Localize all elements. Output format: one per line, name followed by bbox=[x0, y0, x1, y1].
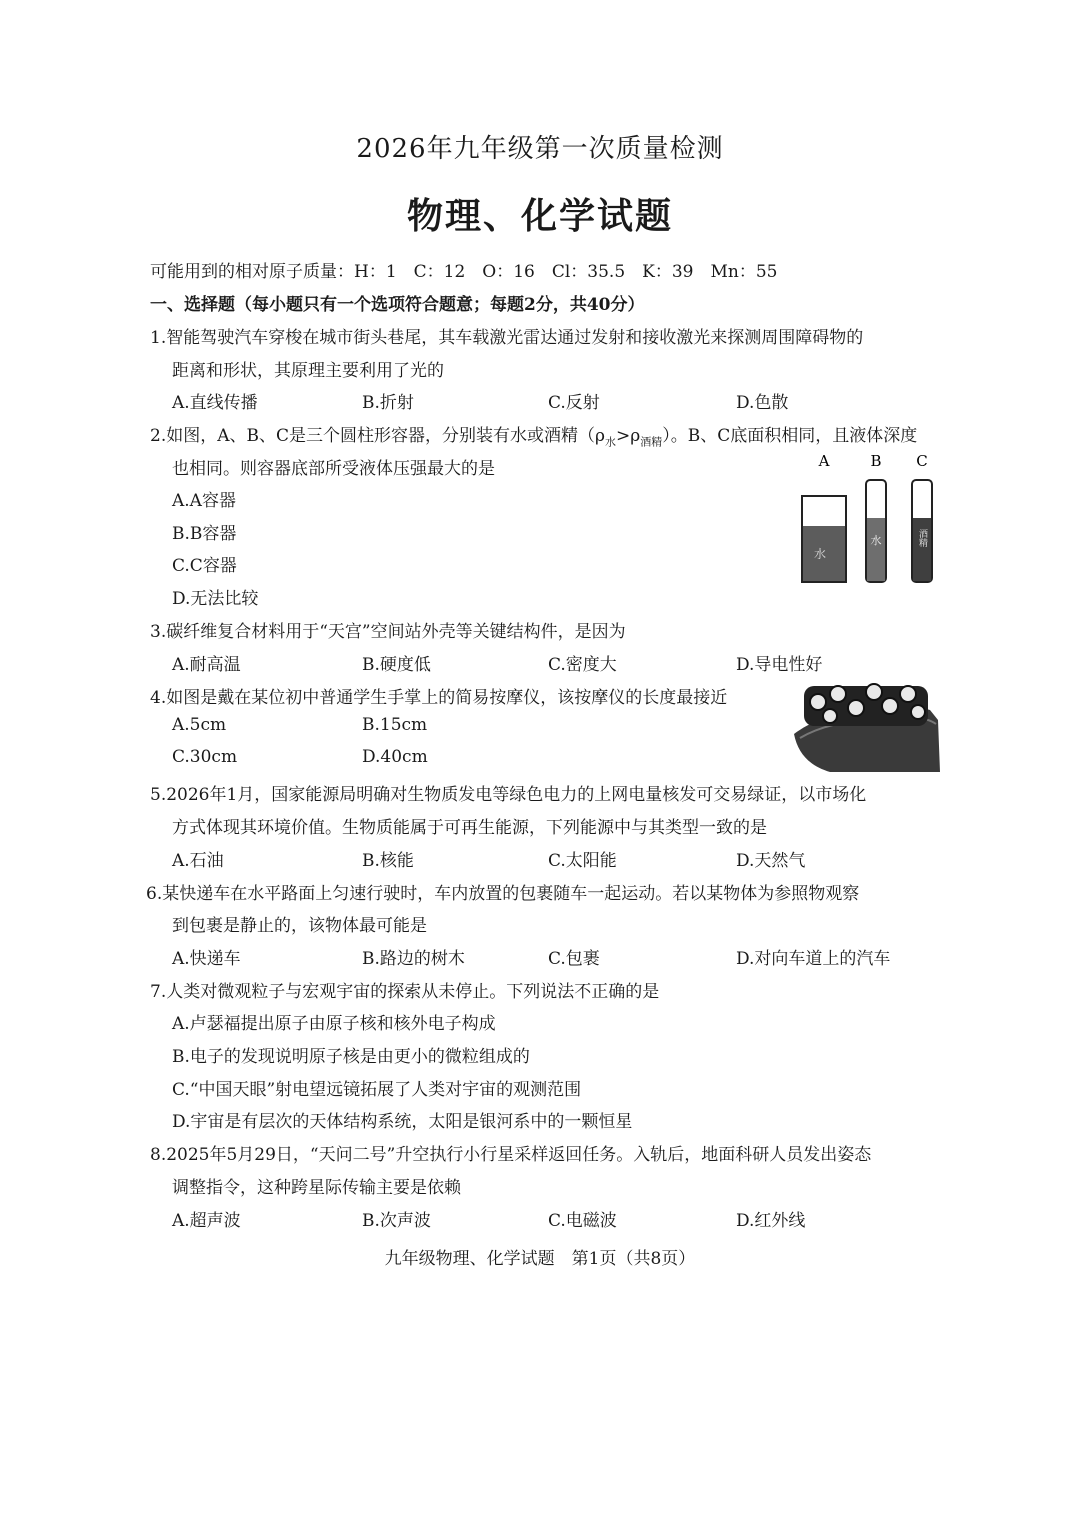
option-c[interactable]: C.C容器 bbox=[172, 556, 237, 576]
option-a[interactable]: A.A容器 bbox=[172, 491, 236, 511]
option-b[interactable]: B.次声波 bbox=[362, 1211, 431, 1231]
question-stem: 6.某快递车在水平路面上匀速行驶时，车内放置的包裹随车一起运动。若以某物体为参照物观察 bbox=[146, 884, 860, 904]
question-stem: 5.2026年1月，国家能源局明确对生物质发电等绿色电力的上网电量核发可交易绿证，以市场化 bbox=[150, 785, 867, 805]
question-stem: 8.2025年5月29日，“天问二号”升空执行小行星采样返回任务。入轨后，地面科研人员发出姿态 bbox=[150, 1145, 872, 1165]
option-a[interactable]: A.快递车 bbox=[172, 949, 241, 969]
option-a[interactable]: A.耐高温 bbox=[172, 655, 241, 675]
option-d[interactable]: D.天然气 bbox=[736, 851, 806, 871]
liquid-label-c: 酒精 bbox=[917, 529, 927, 547]
option-c[interactable]: C.太阳能 bbox=[548, 851, 617, 871]
option-a[interactable]: A.直线传播 bbox=[172, 393, 258, 413]
exam-title: 2026年九年级第一次质量检测 bbox=[356, 134, 724, 164]
question-stem: 也相同。则容器底部所受液体压强最大的是 bbox=[172, 459, 495, 479]
option-b[interactable]: B.15cm bbox=[362, 715, 428, 735]
option-b[interactable]: B.折射 bbox=[362, 393, 414, 413]
massage-ball bbox=[823, 709, 837, 723]
option-c[interactable]: C.电磁波 bbox=[548, 1211, 617, 1231]
liquid-label-a: 水 bbox=[813, 547, 827, 561]
massage-ball bbox=[911, 705, 925, 719]
massager-photo bbox=[790, 676, 942, 772]
page-footer: 九年级物理、化学试题 第1页（共8页） bbox=[384, 1249, 696, 1269]
massage-ball bbox=[830, 686, 846, 702]
option-c[interactable]: C.30cm bbox=[172, 747, 238, 767]
question-stem: 3.碳纤维复合材料用于“天宫”空间站外壳等关键结构件，是因为 bbox=[150, 622, 626, 642]
option-d[interactable]: D.40cm bbox=[362, 747, 428, 767]
option-a[interactable]: A.超声波 bbox=[172, 1211, 241, 1231]
paper-title: 物理、化学试题 bbox=[406, 195, 673, 237]
option-d[interactable]: D.无法比较 bbox=[172, 589, 259, 609]
question-stem: 距离和形状，其原理主要利用了光的 bbox=[172, 361, 444, 381]
liquid-label-b: 水 bbox=[870, 534, 882, 547]
liquid-c bbox=[913, 518, 931, 581]
massage-ball bbox=[900, 686, 916, 702]
question-stem: 1.智能驾驶汽车穿梭在城市街头巷尾，其车载激光雷达通过发射和接收激光来探测周围障碍物的 bbox=[150, 328, 864, 348]
massage-ball bbox=[848, 700, 864, 716]
section-heading: 一、选择题（每小题只有一个选项符合题意；每题2分，共40分） bbox=[150, 295, 645, 315]
label-c: C bbox=[916, 452, 928, 470]
option-d[interactable]: D.对向车道上的汽车 bbox=[736, 949, 891, 969]
option-c[interactable]: C.“中国天眼”射电望远镜拓展了人类对宇宙的观测范围 bbox=[172, 1080, 582, 1100]
option-d[interactable]: D.色散 bbox=[736, 393, 789, 413]
label-a: A bbox=[818, 452, 830, 470]
option-d[interactable]: D.宇宙是有层次的天体结构系统，太阳是银河系中的一颗恒星 bbox=[172, 1112, 633, 1132]
massage-ball bbox=[882, 698, 898, 714]
option-b[interactable]: B.电子的发现说明原子核是由更小的微粒组成的 bbox=[172, 1047, 530, 1067]
option-c[interactable]: C.密度大 bbox=[548, 655, 617, 675]
liquid-b bbox=[867, 518, 885, 581]
option-b[interactable]: B.硬度低 bbox=[362, 655, 431, 675]
containers-figure bbox=[790, 446, 950, 591]
massage-ball bbox=[866, 684, 882, 700]
option-b[interactable]: B.B容器 bbox=[172, 524, 237, 544]
question-stem: 到包裹是静止的，该物体最可能是 bbox=[172, 916, 427, 936]
option-d[interactable]: D.红外线 bbox=[736, 1211, 806, 1231]
option-c[interactable]: C.包裹 bbox=[548, 949, 600, 969]
option-a[interactable]: A.卢瑟福提出原子由原子核和核外电子构成 bbox=[172, 1014, 496, 1034]
question-stem: 调整指令，这种跨星际传输主要是依赖 bbox=[172, 1178, 461, 1198]
option-a[interactable]: A.5cm bbox=[172, 715, 227, 735]
question-stem: 4.如图是戴在某位初中普通学生手掌上的简易按摩仪，该按摩仪的长度最接近 bbox=[150, 688, 728, 708]
atomic-masses: 可能用到的相对原子质量：H：1 C：12 O：16 Cl：35.5 K：39 Mn：55 bbox=[150, 262, 778, 282]
option-d[interactable]: D.导电性好 bbox=[736, 655, 823, 675]
massage-ball bbox=[810, 694, 826, 710]
label-b: B bbox=[870, 452, 882, 470]
option-b[interactable]: B.路边的树木 bbox=[362, 949, 465, 969]
question-stem: 方式体现其环境价值。生物质能属于可再生能源，下列能源中与其类型一致的是 bbox=[172, 818, 767, 838]
option-c[interactable]: C.反射 bbox=[548, 393, 600, 413]
option-a[interactable]: A.石油 bbox=[172, 851, 224, 871]
question-stem: 2.如图，A、B、C是三个圆柱形容器，分别装有水或酒精$(\rho_水>\rho_{酒精})$。B、C底面积相同，且液体深度 bbox=[150, 426, 918, 449]
question-stem: 7.人类对微观粒子与宏观宇宙的探索从未停止。下列说法不正确的是 bbox=[150, 982, 660, 1002]
option-b[interactable]: B.核能 bbox=[362, 851, 414, 871]
